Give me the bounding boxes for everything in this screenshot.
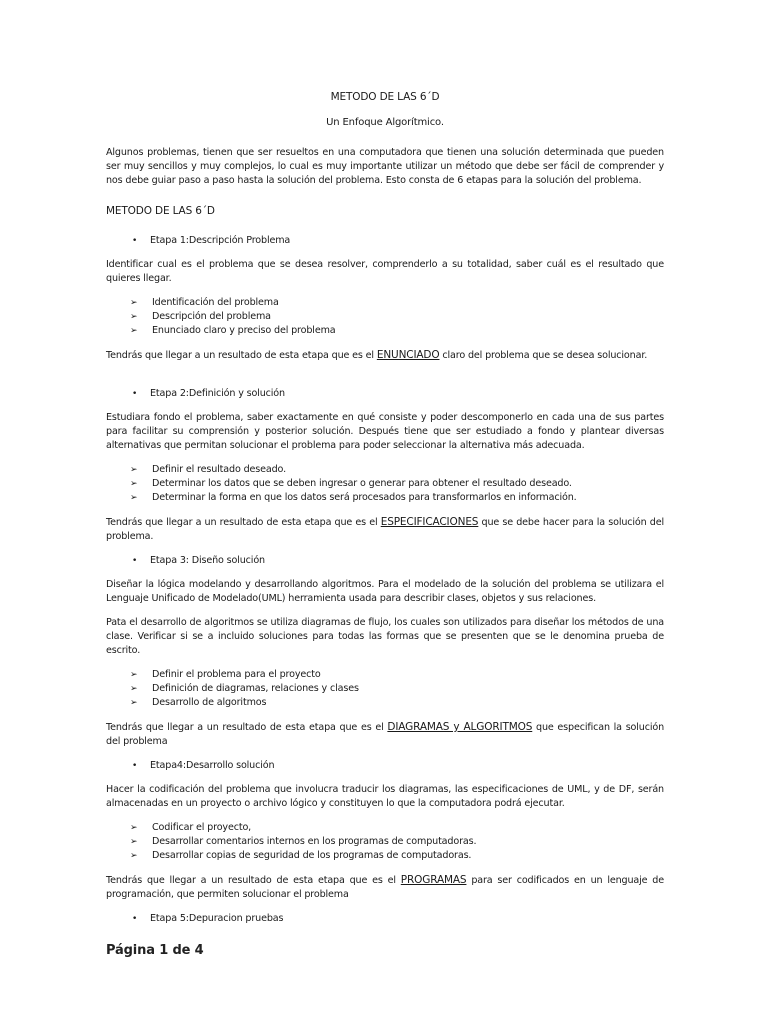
list-item: ➢ Identificación del problema — [130, 297, 279, 308]
stage-1-label: Etapa 1:Descripción Problema — [150, 235, 291, 246]
stage-2-description: Estudiara fondo el problema, saber exactamente en qué consiste y poder descomponerlo en cada una de sus partes para facilitar su comprensión y posterior solución. Después tiene que ser estudiado a fondo y plantear diversas alternativas que permitan solucionar el problema para poder seleccionar la alternativa más adecuada. — [106, 412, 664, 451]
stage-2-result: Tendrás que llegar a un resultado de esta etapa que es el ESPECIFICACIONES que se debe hacer para la solución del problema. — [106, 516, 664, 542]
list-item: ➢ Definición de diagramas, relaciones y clases — [130, 683, 359, 694]
arrow-bullet-icon: ➢ — [130, 465, 138, 475]
list-item: ➢ Desarrollo de algoritmos — [130, 697, 267, 708]
stage-5-label: Etapa 5:Depuracion pruebas — [150, 913, 284, 924]
arrow-bullet-icon: ➢ — [130, 298, 138, 308]
stage-1-heading — [106, 234, 664, 248]
stage-3-result: Tendrás que llegar a un resultado de esta etapa que es el DIAGRAMAS y ALGORITMOS que especifican la solución del problema — [106, 721, 664, 747]
list-item: ➢ Definir el problema para el proyecto — [130, 669, 321, 680]
stage-3-description-2: Pata el desarrollo de algoritmos se utiliza diagramas de flujo, los cuales son utilizados para diseñar los métodos de una clase. Verificar si se a incluido soluciones para todas las formas que se presenten que se le denomina prueba de escrito. — [106, 617, 664, 656]
bullet-dot-icon: • — [132, 556, 138, 566]
list-item: ➢ Descripción del problema — [130, 311, 271, 322]
arrow-bullet-icon: ➢ — [130, 326, 138, 336]
arrow-bullet-icon: ➢ — [130, 479, 138, 489]
stage-2-label: Etapa 2:Definición y solución — [150, 388, 285, 399]
arrow-bullet-icon: ➢ — [130, 493, 138, 503]
stage-4-heading — [106, 759, 664, 773]
arrow-bullet-icon: ➢ — [130, 823, 138, 833]
arrow-bullet-icon: ➢ — [130, 698, 138, 708]
arrow-bullet-icon: ➢ — [130, 851, 138, 861]
list-item: ➢ Enunciado claro y preciso del problema — [130, 325, 336, 336]
list-item: ➢ Desarrollar comentarios internos en los programas de computadoras. — [130, 836, 477, 847]
stage-4-description: Hacer la codificación del problema que involucra traducir los diagramas, las especificaciones de UML, y de DF, serán almacenadas en un proyecto o archivo lógico y constituyen lo que la computadora podrá ejecutar. — [106, 784, 664, 809]
list-item: ➢ Codificar el proyecto, — [130, 822, 252, 833]
list-item: ➢ Determinar la forma en que los datos será procesados para transformarlos en información. — [130, 492, 577, 503]
arrow-bullet-icon: ➢ — [130, 837, 138, 847]
stage-4-result-highlight: PROGRAMAS — [400, 874, 467, 886]
stage-3-heading — [106, 554, 664, 568]
stage-5-heading — [106, 912, 664, 926]
intro-paragraph: Algunos problemas, tienen que ser resueltos en una computadora que tienen una solución determinada que pueden ser muy sencillos y muy complejos, lo cual es muy importante utilizar un método que debe ser fácil de comprender y nos debe guiar paso a paso hasta la solución del problema. Esto consta de 6 etapas para la solución del problema. — [106, 147, 664, 186]
section-heading: METODO DE LAS 6´D — [106, 205, 215, 217]
bullet-dot-icon: • — [132, 236, 138, 246]
stage-1-description: Identificar cual es el problema que se desea resolver, comprenderlo a su totalidad, saber cuál es el resultado que quieres llegar. — [106, 259, 664, 284]
stage-1-result-highlight: ENUNCIADO — [376, 349, 440, 361]
arrow-bullet-icon: ➢ — [130, 312, 138, 322]
list-item: ➢ Determinar los datos que se deben ingresar o generar para obtener el resultado deseado. — [130, 478, 572, 489]
stage-2-list — [106, 463, 664, 505]
page-footer: Página 1 de 4 — [106, 943, 204, 958]
bullet-dot-icon: • — [132, 914, 138, 924]
arrow-bullet-icon: ➢ — [130, 670, 138, 680]
bullet-dot-icon: • — [132, 389, 138, 399]
stage-3-list — [106, 668, 664, 710]
arrow-bullet-icon: ➢ — [130, 684, 138, 694]
list-item: ➢ Definir el resultado deseado. — [130, 464, 286, 475]
stage-4-label: Etapa4:Desarrollo solución — [150, 760, 275, 771]
stage-2-heading — [106, 387, 664, 401]
stage-1-list — [106, 296, 664, 338]
stage-3-result-highlight: DIAGRAMAS y ALGORITMOS — [387, 721, 533, 733]
bullet-dot-icon: • — [132, 761, 138, 771]
stage-3-label: Etapa 3: Diseño solución — [150, 555, 265, 566]
list-item: ➢ Desarrollar copias de seguridad de los programas de computadoras. — [130, 850, 472, 861]
stage-4-result: Tendrás que llegar a un resultado de esta etapa que es el PROGRAMAS para ser codificados en un lenguaje de programación, que permiten solucionar el problema — [106, 874, 664, 900]
stage-4-list — [106, 821, 664, 863]
stage-3-description-1: Diseñar la lógica modelando y desarrollando algoritmos. Para el modelado de la solución del problema se utilizara el Lenguaje Unificado de Modelado(UML) herramienta usada para describir clases, objetos y sus relaciones. — [106, 579, 664, 604]
stage-1-result: Tendrás que llegar a un resultado de esta etapa que es el ENUNCIADO claro del problema que se desea solucionar. — [106, 349, 648, 361]
document-subtitle: Un Enfoque Algorítmico. — [326, 117, 444, 128]
document-title: METODO DE LAS 6´D — [330, 91, 440, 103]
stage-2-result-highlight: ESPECIFICACIONES — [380, 516, 479, 528]
